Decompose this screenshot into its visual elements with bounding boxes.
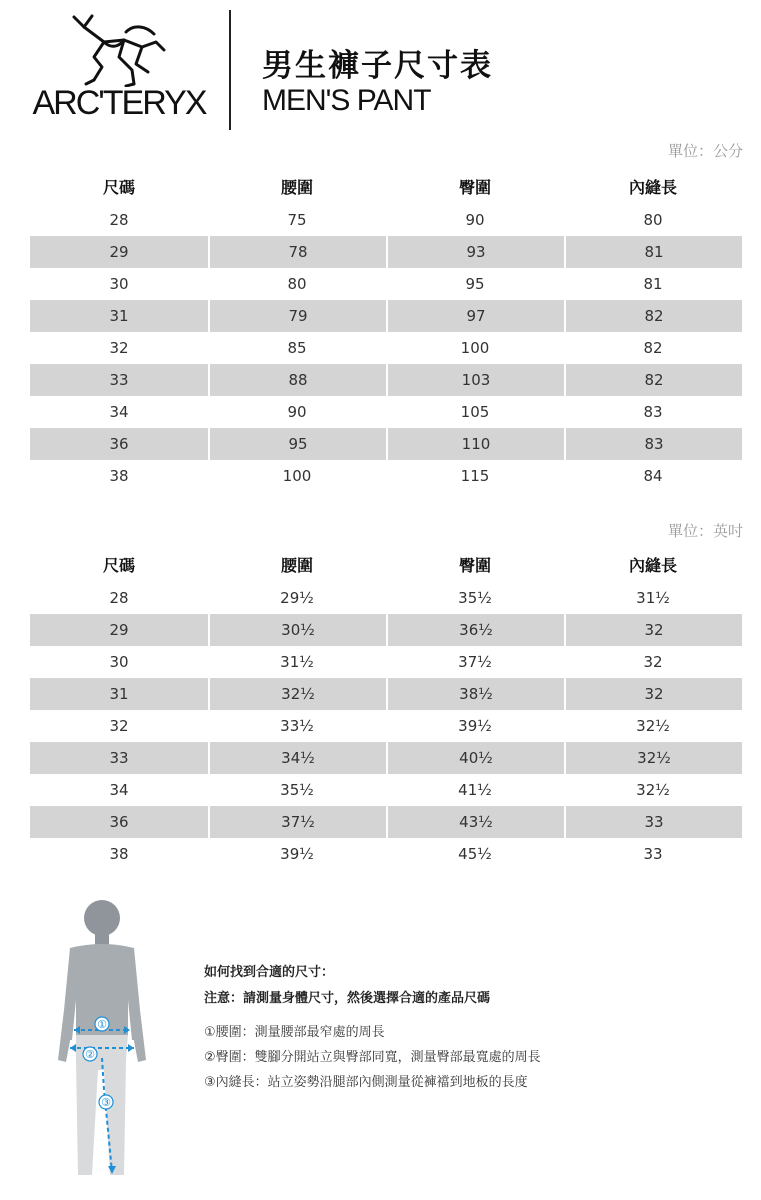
column-header: 臀圍: [458, 556, 491, 575]
table-cell: 45½: [458, 845, 492, 863]
table-cell: 32: [109, 339, 129, 357]
table-header: [30, 172, 742, 204]
table-cell: 82: [564, 300, 742, 332]
table-row: [30, 428, 742, 460]
table-row: [30, 710, 742, 742]
marker-hip: ②: [85, 1048, 95, 1061]
table-cell: 103: [386, 364, 564, 396]
table-cell: 31½: [280, 653, 314, 671]
column-header: 內縫長: [628, 178, 677, 197]
table-row: [30, 774, 742, 806]
table-cell: 31½: [636, 589, 670, 607]
table-cell: 32: [109, 717, 129, 735]
table-cell: 29: [109, 621, 129, 639]
table-row: [30, 236, 742, 268]
table-cell: 32½: [208, 678, 386, 710]
measure-steps: [204, 1020, 541, 1095]
table-cell: 28: [109, 589, 129, 607]
step-hip: ②臀圍：雙腳分開站立與臀部同寬，測量臀部最寬處的周長: [204, 1050, 541, 1065]
table-row: [30, 806, 742, 838]
table-cell: 31: [109, 685, 129, 703]
table-cell: 80: [643, 211, 663, 229]
table-cell: 28: [109, 211, 129, 229]
page-title: 男生褲子尺寸表: [262, 48, 493, 84]
inch-unit-label: 單位：英吋: [667, 522, 743, 540]
table-cell: 75: [287, 211, 307, 229]
table-cell: 43½: [386, 806, 564, 838]
table-cell: 29½: [280, 589, 314, 607]
table-cell: 35½: [280, 781, 314, 799]
table-cell: 37½: [458, 653, 492, 671]
table-cell: 40½: [386, 742, 564, 774]
table-cell: 79: [208, 300, 386, 332]
table-cell: 80: [287, 275, 307, 293]
table-row: [30, 646, 742, 678]
column-header: 腰圍: [280, 178, 313, 197]
table-cell: 100: [282, 467, 312, 485]
table-row: [30, 838, 742, 870]
table-cell: 36: [109, 813, 129, 831]
table-row: [30, 460, 742, 492]
table-row: [30, 204, 742, 236]
table-row: [30, 300, 742, 332]
column-header: 腰圍: [280, 556, 313, 575]
cm-unit-label: 單位：公分: [667, 142, 743, 160]
table-cell: 81: [564, 236, 742, 268]
table-cell: 85: [287, 339, 307, 357]
table-cell: 39½: [280, 845, 314, 863]
table-cell: 115: [460, 467, 490, 485]
table-row: [30, 678, 742, 710]
table-cell: 95: [208, 428, 386, 460]
table-cell: 110: [386, 428, 564, 460]
cm-size-table: [30, 172, 742, 492]
table-row: [30, 582, 742, 614]
brand-logo: [24, 12, 214, 122]
howto-block: [204, 960, 490, 1012]
table-cell: 37½: [208, 806, 386, 838]
table-cell: 38: [109, 845, 129, 863]
table-cell: 30: [109, 275, 129, 293]
table-cell: 93: [386, 236, 564, 268]
table-cell: 33½: [280, 717, 314, 735]
table-cell: 32: [643, 653, 663, 671]
table-cell: 34½: [208, 742, 386, 774]
table-cell: 105: [460, 403, 490, 421]
table-cell: 32½: [564, 742, 742, 774]
table-cell: 83: [643, 403, 663, 421]
table-cell: 38½: [386, 678, 564, 710]
table-cell: 32½: [636, 717, 670, 735]
table-row: [30, 268, 742, 300]
table-cell: 30½: [208, 614, 386, 646]
table-cell: 32: [564, 614, 742, 646]
table-cell: 100: [460, 339, 490, 357]
table-row: [30, 742, 742, 774]
table-cell: 38: [109, 467, 129, 485]
howto-title: 如何找到合適的尺寸：: [204, 965, 335, 980]
table-row: [30, 332, 742, 364]
step-inseam: ③內縫長：站立姿勢沿腿部內側測量從褲襠到地板的長度: [204, 1075, 528, 1090]
column-header: 尺碼: [102, 556, 135, 575]
table-cell: 90: [465, 211, 485, 229]
table-cell: 33: [109, 749, 129, 767]
table-cell: 81: [643, 275, 663, 293]
table-cell: 90: [287, 403, 307, 421]
marker-inseam: ③: [101, 1096, 111, 1109]
table-cell: 33: [564, 806, 742, 838]
table-cell: 34: [109, 781, 129, 799]
table-cell: 30: [109, 653, 129, 671]
table-row: [30, 614, 742, 646]
table-cell: 36½: [386, 614, 564, 646]
bird-logo-icon: [64, 12, 174, 87]
table-cell: 34: [109, 403, 129, 421]
table-cell: 82: [564, 364, 742, 396]
table-cell: 33: [643, 845, 663, 863]
table-cell: 88: [208, 364, 386, 396]
table-cell: 84: [643, 467, 663, 485]
inch-size-table: [30, 550, 742, 870]
table-cell: 29: [109, 243, 129, 261]
table-cell: 41½: [458, 781, 492, 799]
table-cell: 83: [564, 428, 742, 460]
measurement-figure-icon: [40, 890, 180, 1190]
table-cell: 36: [109, 435, 129, 453]
table-cell: 95: [465, 275, 485, 293]
table-cell: 32½: [636, 781, 670, 799]
table-cell: 97: [386, 300, 564, 332]
column-header: 臀圍: [458, 178, 491, 197]
table-cell: 78: [208, 236, 386, 268]
body-figure: [40, 890, 180, 1190]
table-cell: 82: [643, 339, 663, 357]
table-row: [30, 364, 742, 396]
table-header: [30, 550, 742, 582]
table-cell: 39½: [458, 717, 492, 735]
table-cell: 33: [109, 371, 129, 389]
table-cell: 32: [564, 678, 742, 710]
divider: [229, 10, 231, 130]
table-cell: 35½: [458, 589, 492, 607]
step-waist: ①腰圍：測量腰部最窄處的周長: [204, 1025, 385, 1040]
table-row: [30, 396, 742, 428]
marker-waist: ①: [97, 1018, 107, 1031]
brand-name: ARC'TERYX: [32, 84, 206, 122]
table-cell: 31: [109, 307, 129, 325]
column-header: 尺碼: [102, 178, 135, 197]
column-header: 內縫長: [628, 556, 677, 575]
howto-note: 注意：請測量身體尺寸，然後選擇合適的產品尺碼: [204, 991, 491, 1006]
page-subtitle: MEN'S PANT: [262, 84, 431, 117]
